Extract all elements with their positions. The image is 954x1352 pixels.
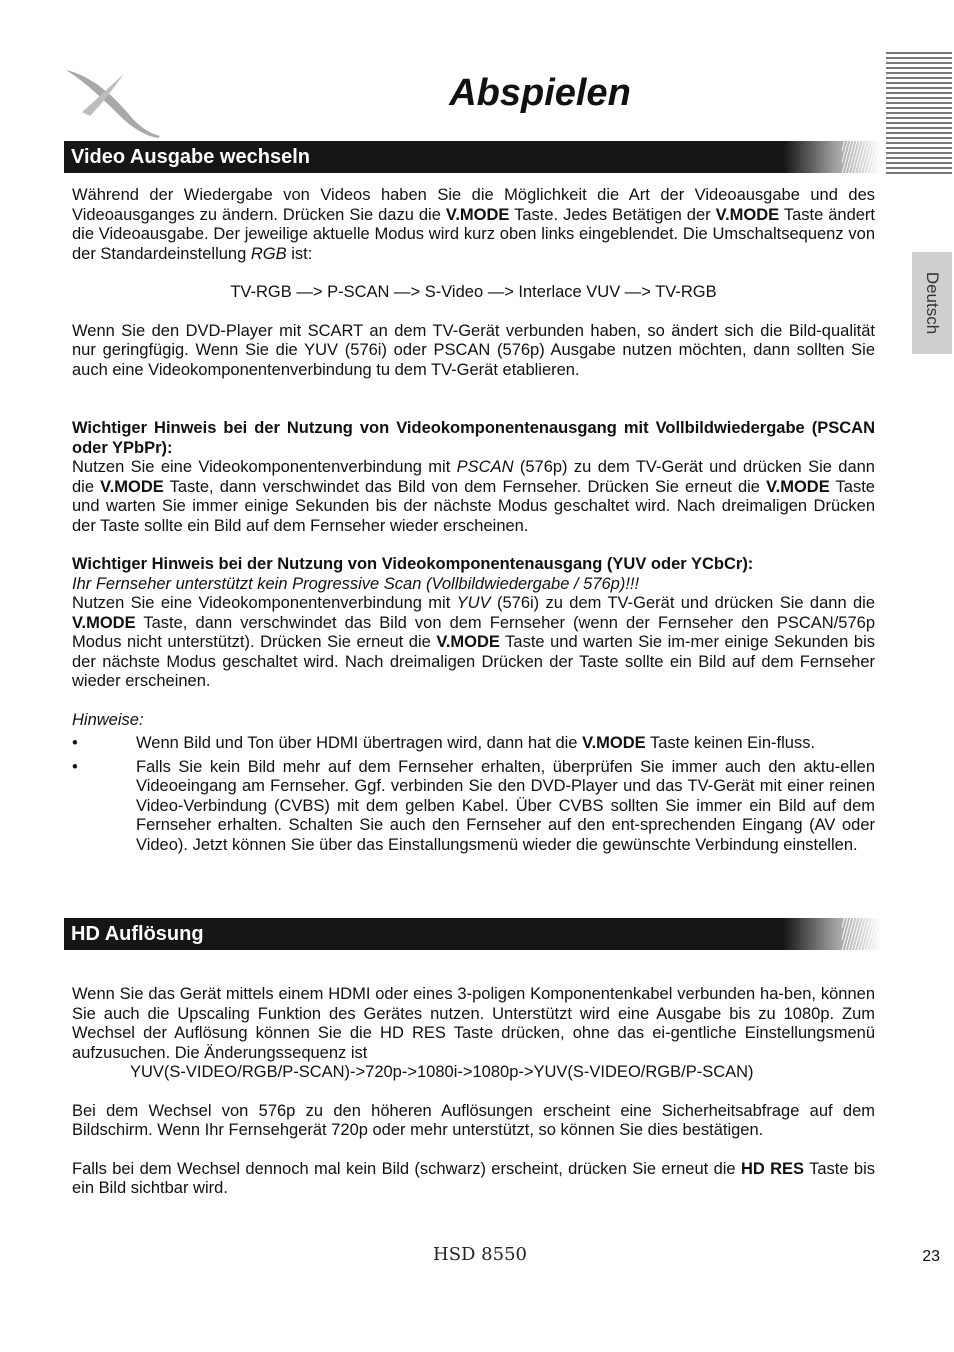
hints-label: Hinweise: bbox=[72, 710, 144, 729]
key-label: HD RES bbox=[740, 1159, 805, 1178]
paragraph: Bei dem Wechsel von 576p zu den höheren Auflösungen erscheint eine Sicherheitsabfrage auf dem Bildschirm. Wenn Ihr Fernsehgerät 720p oder mehr unterstützt, so können Sie dies bestätigen. bbox=[72, 1101, 875, 1139]
text-run: (576i) zu dem TV-Gerät und drücken Sie dann die bbox=[490, 594, 876, 612]
mode-name: YUV bbox=[456, 594, 491, 612]
text-run: ist: bbox=[286, 244, 313, 263]
footer-model: HSD 8550 bbox=[433, 1244, 527, 1265]
page-number: 23 bbox=[922, 1248, 940, 1265]
key-label: V.MODE bbox=[715, 205, 780, 224]
text-run: Taste, dann verschwindet das Bild von dem Fernseher (wenn der Fernseher den PSCAN/576p Modus nicht unterstützt). Drücken Sie erneut die bbox=[72, 613, 875, 651]
text-run: Nutzen Sie eine Videokomponentenverbindung mit bbox=[72, 458, 457, 476]
text-run: Taste ändert die Videoausgabe. Der jeweilige aktuelle Modus wird kurz oben links eingeblendet. Die Umschaltsequenz von der Standardeinstellung bbox=[72, 205, 876, 263]
paragraph bbox=[72, 594, 875, 692]
list-item bbox=[72, 734, 875, 754]
key-label: V.MODE bbox=[72, 613, 136, 632]
text-run: Taste und warten Sie immer einige Sekunden bis der nächste Modus geschaltet wird. Nach dreimaligen Drücken der Taste sollte ein Bild auf dem Fernseher wieder erscheinen. bbox=[72, 477, 875, 535]
paragraph bbox=[72, 458, 875, 536]
text-run: Falls Sie kein Bild mehr auf dem Fernseher erhalten, überprüfen Sie immer auch den aktu-ellen Videoeingang am Fernseher. Ggf. verbinden Sie den DVD-Player und das TV-Gerät mit einer reinen Video-Verbindung (CVBS) mit dem gelben Kabel. Über CVBS sollten Sie immer ein Bild auf dem Fernseher erhalten. Schalten Sie auch den Fernseher auf den ent-sprechenden Eingang (AV oder Video). Jetzt können Sie über das Einstallungsmenü wieder die gewünschte Verbindung einstellen. bbox=[136, 757, 875, 854]
text-run: Taste keinen Ein-fluss. bbox=[645, 734, 816, 752]
text-run: Falls bei dem Wechsel dennoch mal kein Bild (schwarz) erscheint, drücken Sie erneut die bbox=[72, 1159, 741, 1178]
section-title: HD Auflösung bbox=[71, 923, 204, 945]
key-label: V.MODE bbox=[445, 205, 510, 224]
paragraph: Wenn Sie den DVD-Player mit SCART an dem TV-Gerät verbunden haben, so ändert sich die Bild-qualität nur geringfügig. Wenn Sie die YUV (576i) oder PSCAN (576p) Ausgabe nutzen möchten, dann sollten Sie auch eine Videokomponentenverbindung tu dem TV-Gerät etablieren. bbox=[72, 321, 875, 379]
paragraph bbox=[72, 1160, 875, 1199]
bullet-icon: • bbox=[72, 757, 78, 776]
key-label: V.MODE bbox=[100, 477, 164, 496]
language-tab bbox=[912, 252, 952, 354]
section-header-hd bbox=[64, 918, 882, 950]
bullet-icon: • bbox=[72, 734, 78, 752]
text-run: Nutzen Sie eine Videokomponentenverbindung mit bbox=[72, 594, 457, 612]
key-label: V.MODE bbox=[766, 477, 830, 496]
note-warning: Ihr Fernseher unterstützt kein Progressive Scan (Vollbildwiedergabe / 576p)!!! bbox=[72, 574, 640, 593]
section-title: Video Ausgabe wechseln bbox=[71, 146, 310, 168]
decorative-dots bbox=[842, 918, 882, 950]
list-item bbox=[72, 758, 875, 856]
decorative-lines bbox=[886, 52, 952, 177]
note-title: Wichtiger Hinweis bei der Nutzung von Videokomponentenausgang mit Vollbildwiedergabe (PSCAN oder YPbPr): bbox=[72, 419, 875, 457]
section-header-video bbox=[64, 141, 882, 173]
mode-name: PSCAN bbox=[456, 458, 514, 476]
page-title: Abspielen bbox=[449, 72, 631, 114]
mode-name: RGB bbox=[250, 244, 287, 263]
text-run: Während der Wiedergabe von Videos haben Sie die Möglichkeit die Art der Videoausgabe und des Videoausganges zu ändern. Drücken Sie dazu die bbox=[72, 186, 875, 224]
resolution-sequence: YUV(S-VIDEO/RGB/P-SCAN)->720p->1080i->1080p->YUV(S-VIDEO/RGB/P-SCAN) bbox=[130, 1063, 754, 1081]
text-run: Taste, dann verschwindet das Bild von dem Fernseher. Drücken Sie erneut die bbox=[163, 477, 767, 496]
note-title: Wichtiger Hinweis bei der Nutzung von Videokomponentenausgang (YUV oder YCbCr): bbox=[72, 555, 754, 573]
section-body-hd bbox=[72, 985, 875, 1199]
text-run: Taste bis ein Bild sichtbar wird. bbox=[72, 1159, 876, 1197]
key-label: V.MODE bbox=[436, 633, 500, 651]
language-tab-label: Deutsch bbox=[923, 271, 942, 335]
paragraph: Wenn Sie das Gerät mittels einem HDMI oder eines 3-poligen Komponentenkabel verbunden ha-ben, können Sie auch die Upscaling Funktion des Gerätes nutzen. Unterstützt wird eine Ausgabe bis zu 1080p. Zum Wechsel der Auflösung können Sie die HD RES Taste drücken, ohne das ei-gentliche Einstellungsmenü aufzusuchen. Die Änderungssequenz ist bbox=[72, 985, 875, 1062]
text-run: (576p) zu dem TV-Gerät und drücken Sie dann die bbox=[72, 458, 875, 496]
hints-list bbox=[72, 734, 875, 855]
section-body-video bbox=[72, 186, 875, 859]
mode-sequence: TV-RGB —> P-SCAN —> S-Video —> Interlace VUV —> TV-RGB bbox=[230, 283, 717, 301]
text-run: Wenn Bild und Ton über HDMI übertragen wird, dann hat die bbox=[136, 734, 583, 752]
text-run: Taste. Jedes Betätigen der bbox=[509, 205, 716, 224]
key-label: V.MODE bbox=[582, 734, 646, 752]
paragraph bbox=[72, 186, 875, 264]
decorative-dots bbox=[842, 141, 882, 173]
text-run: Taste und warten Sie im-mer einige Sekunden bis der nächste Modus geschaltet wird. Nach dreimaligen Drücken der Taste sollte ein Bild auf dem Fernseher wieder erscheinen. bbox=[72, 633, 875, 690]
